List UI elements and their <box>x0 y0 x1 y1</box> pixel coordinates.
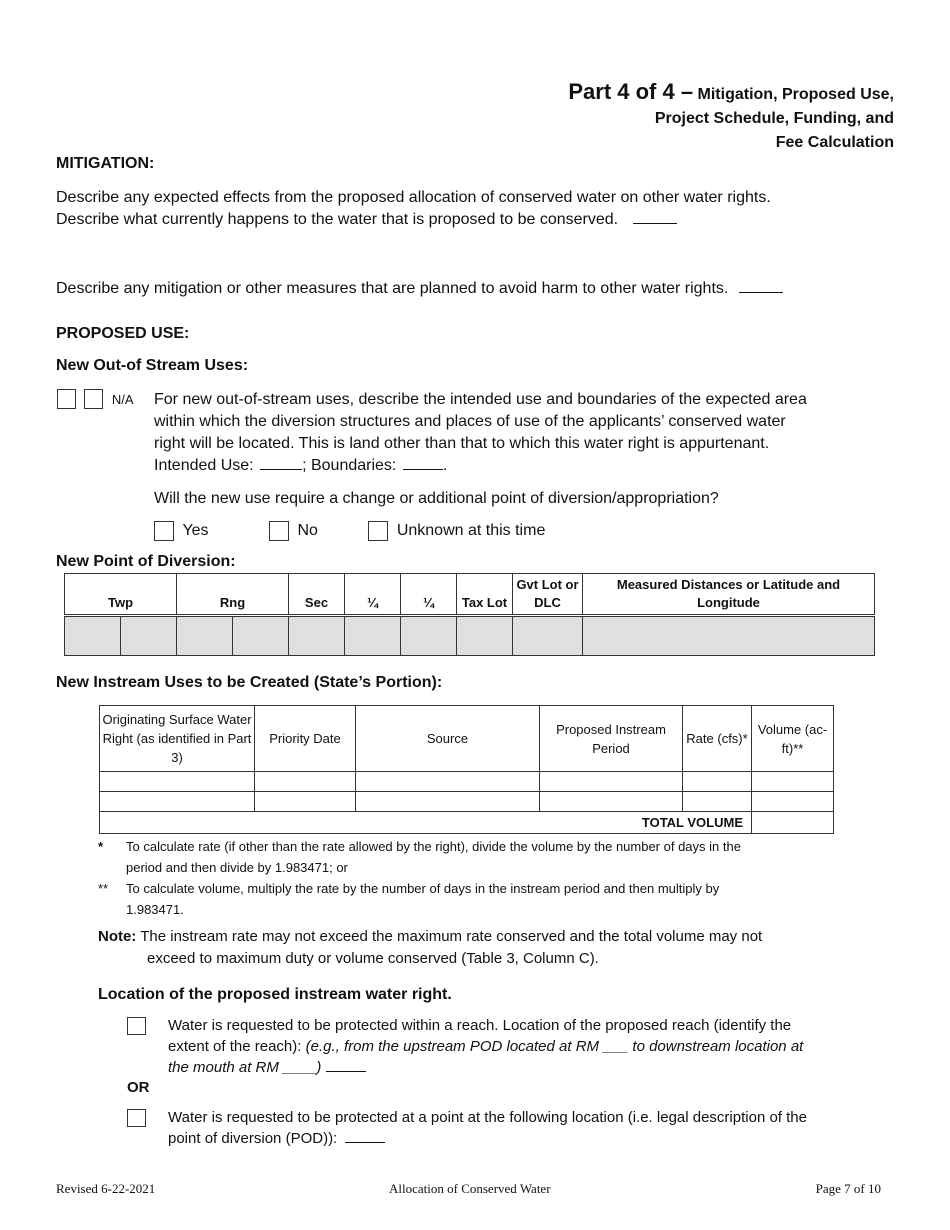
part-number: Part 4 of 4 – <box>568 79 694 104</box>
point-answer-field[interactable] <box>345 1128 385 1143</box>
pod-cell[interactable] <box>177 616 233 656</box>
pod-cell[interactable] <box>513 616 583 656</box>
point-line1: Water is requested to be protected at a point at the following location (i.e. legal description of the <box>168 1109 807 1126</box>
note-line2: exceed to maximum duty or volume conserved (Table 3, Column C). <box>147 950 599 967</box>
out-of-stream-checkboxes <box>57 389 134 409</box>
pod-col-distances: Measured Distances or Latitude and Longitude <box>583 574 875 616</box>
ins-col-volume: Volume (ac-ft)** <box>752 706 834 772</box>
footer-page: Page 7 of 10 <box>815 1181 881 1196</box>
ins-col-priority: Priority Date <box>255 706 356 772</box>
ins-cell[interactable] <box>540 792 683 812</box>
mitigation-q1-answer-field[interactable] <box>633 209 677 224</box>
pod-table <box>64 573 875 656</box>
ins-col-period: Proposed Instream Period <box>540 706 683 772</box>
instream-heading: New Instream Uses to be Created (State’s Portion): <box>56 674 443 691</box>
diversion-question: Will the new use require a change or additional point of diversion/appropriation? <box>154 490 719 507</box>
total-volume-label: TOTAL VOLUME <box>100 812 752 834</box>
option-point-text <box>168 1107 858 1149</box>
boundaries-label: ; Boundaries: <box>302 457 397 474</box>
ins-cell[interactable] <box>100 772 255 792</box>
intended-use-label: Intended Use: <box>154 457 254 474</box>
pod-col-twp: Twp <box>65 574 177 616</box>
ins-cell[interactable] <box>255 792 356 812</box>
pod-col-qtr1: ¼ <box>345 574 401 616</box>
mitigation-question-2 <box>56 278 783 300</box>
reach-line1: Water is requested to be protected within a reach. Location of the proposed reach (identify the <box>168 1017 792 1034</box>
pod-col-tax-lot: Tax Lot <box>457 574 513 616</box>
ins-cell[interactable] <box>683 772 752 792</box>
pod-cell[interactable] <box>65 616 121 656</box>
option-yes-label: Yes <box>182 522 209 539</box>
mitigation-q1-line1: Describe any expected effects from the proposed allocation of conserved water on other water rights. <box>56 189 771 206</box>
option-unknown-label: Unknown at this time <box>396 522 546 539</box>
ins-cell[interactable] <box>683 792 752 812</box>
checkbox-yes-use[interactable] <box>57 389 76 409</box>
ins-cell[interactable] <box>540 772 683 792</box>
checkbox-point[interactable] <box>127 1109 146 1127</box>
ins-cell[interactable] <box>100 792 255 812</box>
out-of-stream-heading: New Out-of Stream Uses: <box>56 357 249 374</box>
mitigation-q1-line2: Describe what currently happens to the water that is proposed to be conserved. <box>56 211 619 228</box>
oos-desc-line3: right will be located. This is land other than that to which this water right is appurtenant. <box>154 435 770 452</box>
checkbox-yes[interactable] <box>154 521 174 541</box>
footnote1-line2: period and then divide by 1.983471; or <box>126 860 348 875</box>
part-header <box>568 80 894 155</box>
na-label: N/A <box>111 391 134 407</box>
instream-table <box>99 705 834 834</box>
checkbox-unknown[interactable] <box>368 521 388 541</box>
point-line2: point of diversion (POD)): <box>168 1130 338 1147</box>
pod-col-qtr2: ¼ <box>401 574 457 616</box>
footnote2-line2: 1.983471. <box>126 902 184 917</box>
part-title-line2: Project Schedule, Funding, and <box>654 110 894 127</box>
footnote-volume <box>98 878 828 920</box>
pod-cell[interactable] <box>233 616 289 656</box>
ins-cell[interactable] <box>356 792 540 812</box>
intended-use-field[interactable] <box>260 455 302 470</box>
out-of-stream-description: For new out-of-stream uses, describe the intended use and boundaries of the expected area within which the diversion structures and places of use of the applicants’ conserved water right will be located. This is land other than that to which this water right is appurtenant. Intended Use: ; Boundaries: . <box>154 389 894 477</box>
oos-desc-line1: For new out-of-stream uses, describe the intended use and boundaries of the expected area <box>154 391 807 408</box>
pod-heading: New Point of Diversion: <box>56 553 236 570</box>
pod-cell[interactable] <box>345 616 401 656</box>
pod-cell[interactable] <box>583 616 875 656</box>
boundaries-field[interactable] <box>403 455 443 470</box>
pod-cell[interactable] <box>289 616 345 656</box>
pod-cell[interactable] <box>457 616 513 656</box>
part-title-line3: Fee Calculation <box>775 134 894 151</box>
footnote2-mark: ** <box>98 881 109 896</box>
location-heading: Location of the proposed instream water right. <box>98 986 452 1003</box>
footnote2-line1: To calculate volume, multiply the rate by the number of days in the instream period and then multiply by <box>126 881 720 896</box>
pod-cell[interactable] <box>121 616 177 656</box>
checkbox-na[interactable] <box>84 389 103 409</box>
note-line1: The instream rate may not exceed the maximum rate conserved and the total volume may not <box>140 928 763 945</box>
proposed-use-heading: PROPOSED USE: <box>56 325 190 342</box>
footnote1-line1: To calculate rate (if other than the rate allowed by the right), divide the volume by the number of days in the <box>126 839 741 854</box>
ins-cell[interactable] <box>255 772 356 792</box>
diversion-options <box>154 520 545 542</box>
mitigation-q2-answer-field[interactable] <box>739 278 783 293</box>
pod-cell[interactable] <box>401 616 457 656</box>
checkbox-no[interactable] <box>269 521 289 541</box>
footnote-rate <box>98 836 828 878</box>
mitigation-question-1 <box>56 187 771 231</box>
reach-line2b: (e.g., from the upstream POD located at RM ___ to downstream location at <box>305 1038 804 1055</box>
pod-col-sec: Sec <box>289 574 345 616</box>
total-volume-cell[interactable] <box>752 812 834 834</box>
footnote1-mark: * <box>98 839 104 854</box>
option-reach-text <box>168 1015 858 1078</box>
pod-col-rng: Rng <box>177 574 289 616</box>
ins-cell[interactable] <box>752 772 834 792</box>
note-label: Note: <box>98 928 137 945</box>
reach-line3: the mouth at RM ____) <box>168 1059 322 1076</box>
option-no-label: No <box>297 522 318 539</box>
mitigation-q2-text: Describe any mitigation or other measures that are planned to avoid harm to other water rights. <box>56 280 729 297</box>
ins-cell[interactable] <box>356 772 540 792</box>
footer-revised: Revised 6-22-2021 <box>56 1181 156 1196</box>
or-label: OR <box>127 1079 150 1096</box>
reach-line2a: extent of the reach): <box>168 1038 302 1055</box>
ins-cell[interactable] <box>752 792 834 812</box>
footer-title: Allocation of Conserved Water <box>389 1181 551 1196</box>
checkbox-reach[interactable] <box>127 1017 146 1035</box>
pod-col-gvt-lot: Gvt Lot or DLC <box>513 574 583 616</box>
oos-desc-line2: within which the diversion structures and places of use of the applicants’ conserved water <box>154 413 786 430</box>
mitigation-heading: MITIGATION: <box>56 155 155 172</box>
ins-col-originating: Originating Surface Water Right (as identified in Part 3) <box>100 706 255 772</box>
ins-col-rate: Rate (cfs)* <box>683 706 752 772</box>
part-title-line1: Mitigation, Proposed Use, <box>697 86 894 103</box>
ins-col-source: Source <box>356 706 540 772</box>
reach-answer-field[interactable] <box>326 1057 366 1072</box>
instream-note <box>98 926 838 970</box>
